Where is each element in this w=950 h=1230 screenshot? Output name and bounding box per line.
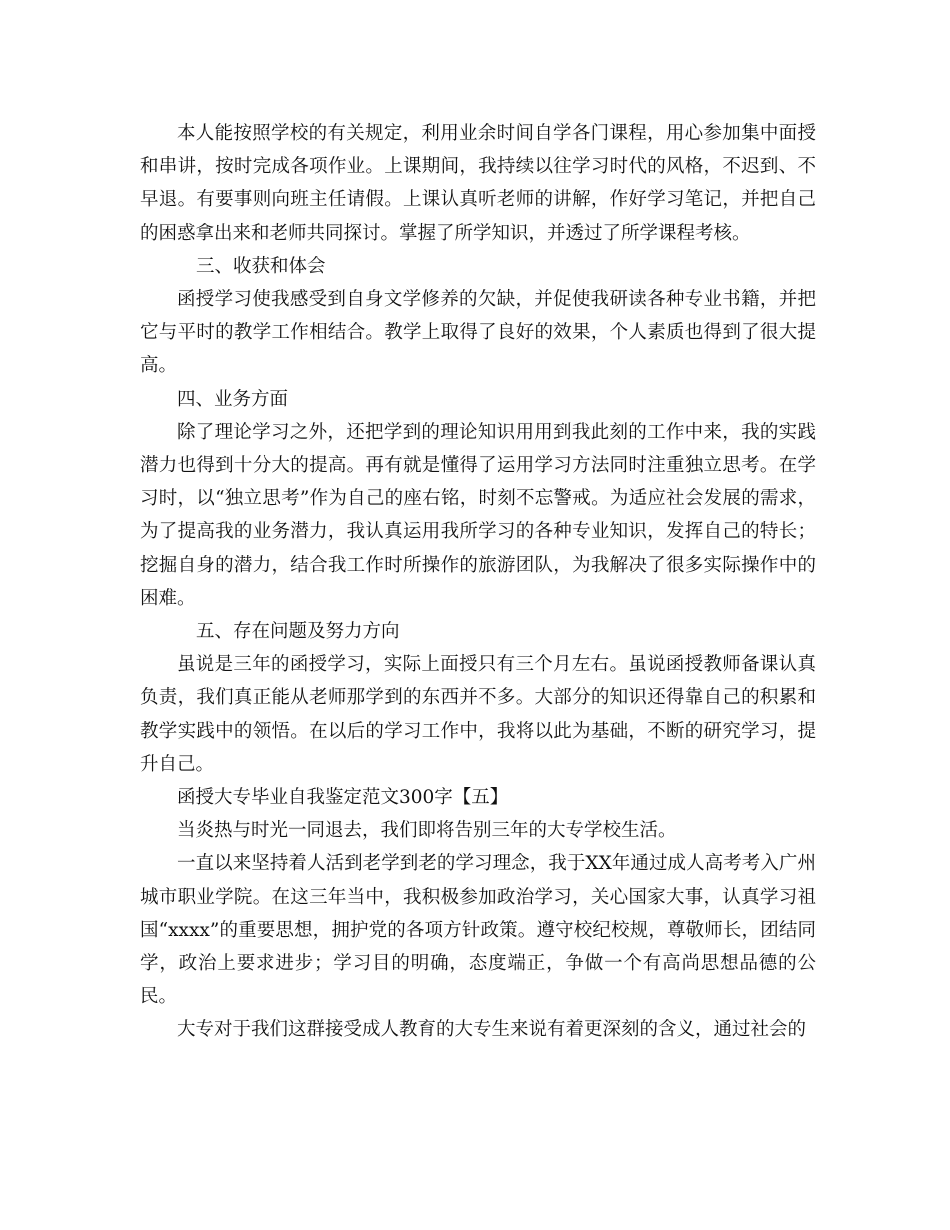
section-heading-problems: 五、存在问题及努力方向 — [196, 621, 400, 643]
section-heading-gains: 三、收获和体会 — [196, 255, 326, 277]
document-body — [140, 117, 816, 1047]
paragraph-intro: 当炎热与时光一同退去，我们即将告别三年的大专学校生活。 — [177, 820, 677, 842]
paragraph-gains: 函授学习使我感受到自身文学修养的欠缺，并促使我研读各种专业书籍，并把它与平时的教学工作相结合。教学上取得了良好的效果，个人素质也得到了很大提高。 — [140, 289, 816, 377]
paragraph-problems: 虽说是三年的函授学习，实际上面授只有三个月左右。虽说函授教师备课认真负责，我们真正能从老师那学到的东西并不多。大部分的知识还得靠自己的积累和教学实践中的领悟。在以后的学习工作中，我将以此为基础，不断的研究学习，提升自己。 — [140, 654, 816, 775]
paragraph-study-attendance: 本人能按照学校的有关规定，利用业余时间自学各门课程，用心参加集中面授和串讲，按时完成各项作业。上课期间，我持续以往学习时代的风格，不迟到、不早退。有要事则向班主任请假。上课认真听老师的讲解，作好学习笔记，并把自己的困惑拿出来和老师共同探讨。掌握了所学知识，并透过了所学课程考核。 — [140, 123, 816, 244]
paragraph-meaning: 大专对于我们这群接受成人教育的大专生来说有着更深刻的含义，通过社会的 — [177, 1019, 807, 1041]
article-title: 函授大专毕业自我鉴定范文300字【五】 — [177, 787, 509, 809]
section-heading-business: 四、业务方面 — [177, 388, 289, 410]
paragraph-political-study: 一直以来坚持着人活到老学到老的学习理念，我于XX年通过成人高考考入广州城市职业学院。在这三年当中，我积极参加政治学习，关心国家大事，认真学习祖国“xxxx”的重要思想，拥护党的各项方针政策。遵守校纪校规，尊敬师长，团结同学，政治上要求进步；学习目的明确，态度端正，争做一个有高尚思想品德的公民。 — [140, 853, 816, 1008]
paragraph-business: 除了理论学习之外，还把学到的理论知识用用到我此刻的工作中来，我的实践潜力也得到十分大的提高。再有就是懂得了运用学习方法同时注重独立思考。在学习时，以“独立思考”作为自己的座右铭，时刻不忘警戒。为适应社会发展的需求，为了提高我的业务潜力，我认真运用我所学习的各种专业知识，发挥自己的特长；挖掘自身的潜力，结合我工作时所操作的旅游团队，为我解决了很多实际操作中的困难。 — [140, 421, 816, 609]
